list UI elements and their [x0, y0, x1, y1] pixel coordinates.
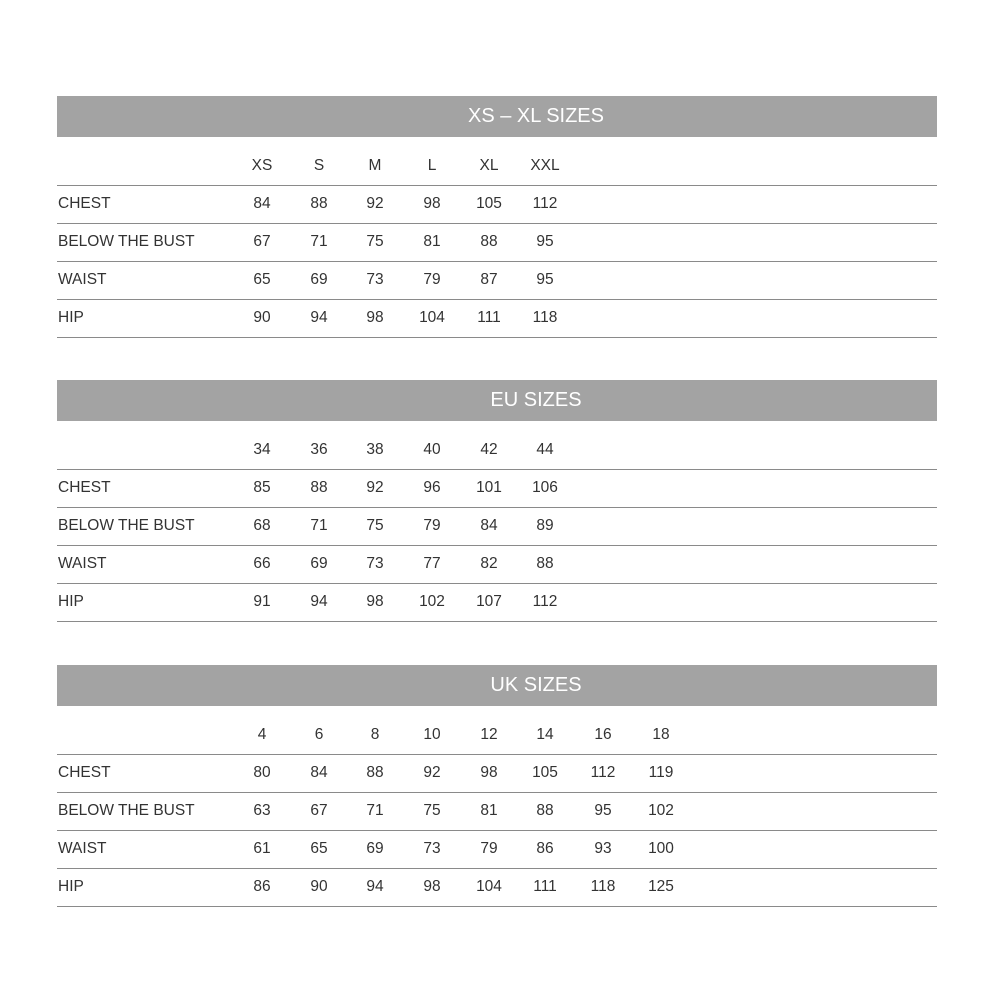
table-cell: 84 [480, 517, 498, 534]
table-cell: 102 [419, 593, 445, 610]
table-row [57, 793, 937, 831]
table-cell: 79 [423, 517, 441, 534]
xs-xl-sizes-table [57, 96, 937, 338]
table-row [57, 224, 937, 262]
table-cell: 95 [536, 233, 554, 250]
table-cell: 88 [536, 802, 554, 819]
size-header: 36 [310, 441, 328, 458]
table-cell: 90 [253, 309, 271, 326]
table-row [57, 755, 937, 793]
measurement-label: CHEST [58, 764, 111, 781]
table-cell: 98 [423, 878, 441, 895]
table-cell: 61 [253, 840, 271, 857]
size-header: L [427, 157, 437, 174]
table-cell: 112 [590, 764, 616, 781]
table-cell: 104 [476, 878, 502, 895]
table-cell: 85 [253, 479, 271, 496]
table-cell: 71 [310, 233, 328, 250]
size-header: 8 [370, 726, 380, 743]
table-cell: 92 [366, 479, 384, 496]
table-cell: 87 [480, 271, 498, 288]
size-header: XXL [530, 157, 560, 174]
table-cell: 81 [480, 802, 498, 819]
table-cell: 98 [366, 309, 384, 326]
table-cell: 75 [366, 233, 384, 250]
table-row [57, 300, 937, 338]
table-cell: 65 [253, 271, 271, 288]
size-header: 14 [536, 726, 554, 743]
table-cell: 118 [532, 309, 558, 326]
table-cell: 71 [310, 517, 328, 534]
size-header: 4 [257, 726, 267, 743]
measurement-label: WAIST [58, 271, 107, 288]
table-cell: 106 [532, 479, 558, 496]
size-header: 12 [480, 726, 498, 743]
table-title: XS – XL SIZES [57, 96, 937, 137]
table-cell: 95 [536, 271, 554, 288]
table-cell: 98 [366, 593, 384, 610]
table-cell: 69 [366, 840, 384, 857]
table-cell: 93 [594, 840, 612, 857]
table-cell: 67 [310, 802, 328, 819]
table-cell: 88 [536, 555, 554, 572]
table-cell: 92 [366, 195, 384, 212]
table-cell: 88 [310, 195, 328, 212]
table-cell: 105 [532, 764, 558, 781]
size-header: XL [479, 157, 499, 174]
table-cell: 88 [480, 233, 498, 250]
table-cell: 107 [476, 593, 502, 610]
size-header: 34 [253, 441, 271, 458]
size-header: 16 [594, 726, 612, 743]
table-cell: 125 [648, 878, 674, 895]
table-cell: 88 [366, 764, 384, 781]
table-cell: 67 [253, 233, 271, 250]
table-cell: 118 [590, 878, 616, 895]
header-row [57, 421, 937, 470]
table-cell: 111 [477, 309, 501, 326]
table-cell: 104 [419, 309, 445, 326]
table-cell: 88 [310, 479, 328, 496]
table-row [57, 831, 937, 869]
measurement-label: CHEST [58, 195, 111, 212]
table-cell: 100 [648, 840, 674, 857]
table-cell: 112 [532, 593, 558, 610]
size-header: S [313, 157, 325, 174]
measurement-label: BELOW THE BUST [58, 517, 195, 534]
measurement-label: HIP [58, 309, 84, 326]
table-title: EU SIZES [57, 380, 937, 421]
size-header: 18 [652, 726, 670, 743]
table-cell: 73 [366, 271, 384, 288]
table-cell: 84 [253, 195, 271, 212]
table-row [57, 508, 937, 546]
table-cell: 98 [423, 195, 441, 212]
table-row [57, 262, 937, 300]
table-cell: 92 [423, 764, 441, 781]
table-row [57, 546, 937, 584]
header-row [57, 706, 937, 755]
table-cell: 77 [423, 555, 441, 572]
table-cell: 69 [310, 271, 328, 288]
measurement-label: BELOW THE BUST [58, 802, 195, 819]
table-cell: 105 [476, 195, 502, 212]
size-header: 42 [480, 441, 498, 458]
table-cell: 75 [423, 802, 441, 819]
table-cell: 82 [480, 555, 498, 572]
table-cell: 112 [532, 195, 558, 212]
measurement-label: HIP [58, 593, 84, 610]
size-header: XS [251, 157, 273, 174]
table-cell: 96 [423, 479, 441, 496]
table-cell: 79 [480, 840, 498, 857]
table-cell: 102 [648, 802, 674, 819]
table-cell: 84 [310, 764, 328, 781]
table-cell: 86 [536, 840, 554, 857]
table-cell: 63 [253, 802, 271, 819]
table-cell: 68 [253, 517, 271, 534]
table-cell: 73 [423, 840, 441, 857]
header-row [57, 137, 937, 186]
table-cell: 94 [310, 593, 328, 610]
table-cell: 81 [423, 233, 441, 250]
table-row [57, 869, 937, 907]
table-cell: 71 [366, 802, 384, 819]
measurement-label: HIP [58, 878, 84, 895]
size-header: 44 [536, 441, 554, 458]
size-header: 40 [423, 441, 441, 458]
table-cell: 101 [476, 479, 502, 496]
measurement-label: BELOW THE BUST [58, 233, 195, 250]
table-row [57, 584, 937, 622]
table-cell: 98 [480, 764, 498, 781]
table-cell: 119 [648, 764, 674, 781]
table-cell: 65 [310, 840, 328, 857]
measurement-label: WAIST [58, 840, 107, 857]
table-row [57, 186, 937, 224]
table-cell: 89 [536, 517, 554, 534]
size-header: 6 [314, 726, 324, 743]
table-cell: 86 [253, 878, 271, 895]
table-row [57, 470, 937, 508]
table-cell: 79 [423, 271, 441, 288]
table-cell: 90 [310, 878, 328, 895]
eu-sizes-table [57, 380, 937, 622]
table-cell: 75 [366, 517, 384, 534]
table-cell: 80 [253, 764, 271, 781]
measurement-label: CHEST [58, 479, 111, 496]
size-header: 10 [423, 726, 441, 743]
uk-sizes-table [57, 665, 937, 907]
table-title: UK SIZES [57, 665, 937, 706]
size-header: M [368, 157, 382, 174]
table-cell: 94 [310, 309, 328, 326]
measurement-label: WAIST [58, 555, 107, 572]
size-header: 38 [366, 441, 384, 458]
table-cell: 69 [310, 555, 328, 572]
table-cell: 94 [366, 878, 384, 895]
table-cell: 73 [366, 555, 384, 572]
table-cell: 95 [594, 802, 612, 819]
table-cell: 111 [533, 878, 557, 895]
table-cell: 66 [253, 555, 271, 572]
table-cell: 91 [253, 593, 271, 610]
